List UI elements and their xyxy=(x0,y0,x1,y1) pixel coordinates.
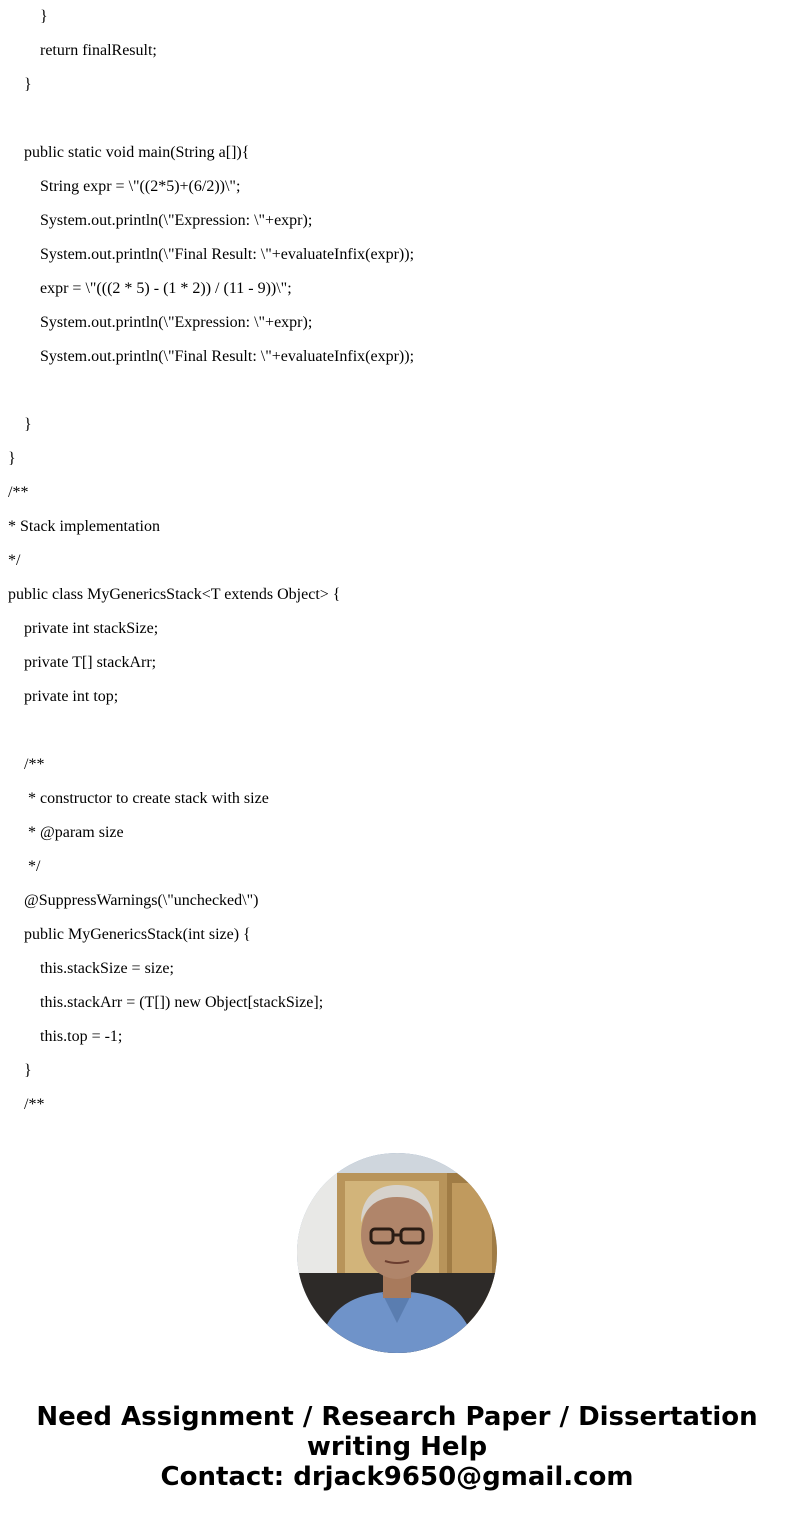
code-line: private int stackSize; xyxy=(24,620,159,637)
code-line: expr = \"(((2 * 5) - (1 * 2)) / (11 - 9))\"; xyxy=(40,280,292,297)
author-avatar xyxy=(297,1153,497,1353)
footer-line-1: Need Assignment / Research Paper / Dissertation xyxy=(36,1402,758,1432)
code-line: String expr = \"((2*5)+(6/2))\"; xyxy=(40,178,241,195)
code-line: public static void main(String a[]){ xyxy=(24,144,250,161)
code-line: this.stackSize = size; xyxy=(40,960,174,977)
code-line: System.out.println(\"Final Result: \"+evaluateInfix(expr)); xyxy=(40,246,415,263)
code-line: * @param size xyxy=(24,824,124,841)
code-line: this.stackArr = (T[]) new Object[stackSize]; xyxy=(40,994,324,1011)
code-line: } xyxy=(24,416,32,433)
code-line: /** xyxy=(8,484,29,501)
code-line xyxy=(0,714,794,748)
code-line: * constructor to create stack with size xyxy=(24,790,269,807)
code-line: } xyxy=(24,76,32,93)
code-line: private int top; xyxy=(24,688,119,705)
code-line: } xyxy=(8,450,16,467)
code-line: return finalResult; xyxy=(40,42,157,59)
code-line: System.out.println(\"Final Result: \"+evaluateInfix(expr)); xyxy=(40,348,415,365)
code-line: /** xyxy=(24,1096,45,1113)
code-line: /** xyxy=(24,756,45,773)
footer-contact: Contact: drjack9650@gmail.com xyxy=(160,1462,634,1492)
code-line: this.top = -1; xyxy=(40,1028,123,1045)
footer-line-2: writing Help xyxy=(306,1432,488,1462)
code-line: System.out.println(\"Expression: \"+expr); xyxy=(40,212,313,229)
person-portrait-icon xyxy=(297,1153,497,1353)
code-line: } xyxy=(24,1062,32,1079)
code-line: public MyGenericsStack(int size) { xyxy=(24,926,251,943)
code-line: private T[] stackArr; xyxy=(24,654,157,671)
code-line xyxy=(0,102,794,136)
code-line: System.out.println(\"Expression: \"+expr); xyxy=(40,314,313,331)
code-line: } xyxy=(40,8,48,25)
contact-banner xyxy=(0,1402,794,1492)
code-line: */ xyxy=(8,552,21,569)
code-line: */ xyxy=(24,858,41,875)
code-line: * Stack implementation xyxy=(8,518,160,535)
code-line xyxy=(0,374,794,408)
code-line: public class MyGenericsStack<T extends Object> { xyxy=(8,586,341,603)
code-line: @SuppressWarnings(\"unchecked\") xyxy=(24,892,259,909)
